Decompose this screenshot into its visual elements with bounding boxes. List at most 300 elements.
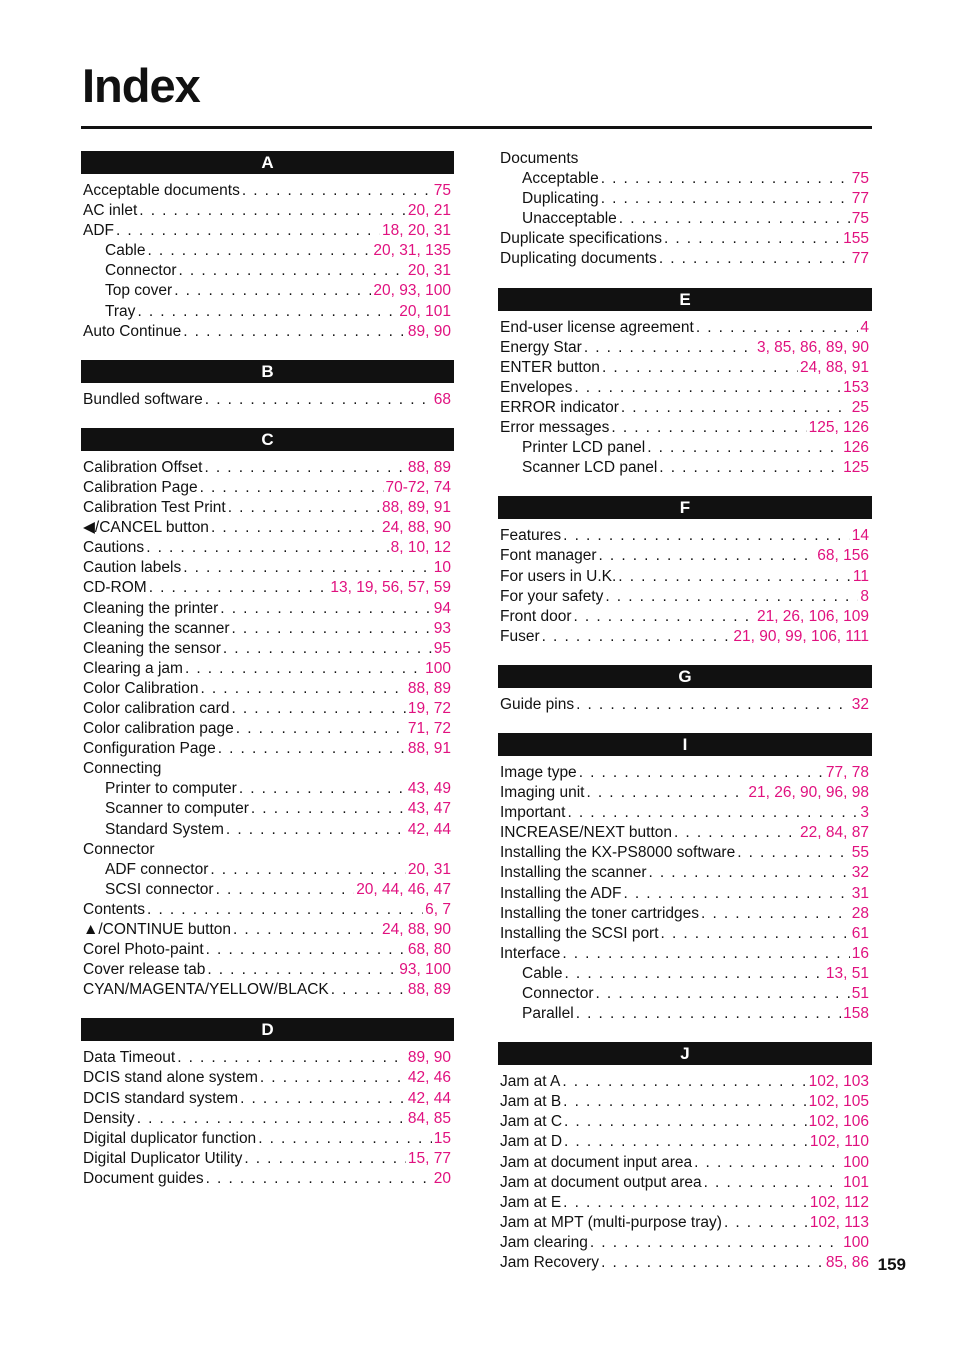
entry-page-links[interactable]: 68: [433, 390, 451, 408]
index-column-left: [81, 151, 454, 1207]
entry-page-links[interactable]: 100: [843, 1153, 869, 1171]
index-subentry: [81, 779, 454, 799]
entry-term: ADF: [83, 222, 114, 240]
index-entry: [498, 229, 872, 249]
section-letter-header: A: [81, 151, 454, 174]
index-entry: [81, 920, 454, 940]
entry-term: Jam Recovery: [500, 1254, 600, 1272]
entry-page-links[interactable]: 94: [433, 599, 451, 617]
dot-leader: [147, 900, 423, 920]
dot-leader: [647, 438, 841, 458]
entry-term: Cable: [105, 242, 146, 260]
dot-leader: [231, 699, 405, 719]
dot-leader: [200, 478, 384, 498]
dot-leader: [223, 639, 432, 659]
index-entry: [498, 418, 872, 438]
index-entry: [498, 904, 872, 924]
index-entry: [498, 695, 872, 715]
entry-page-links[interactable]: 15, 77: [407, 1149, 451, 1167]
entry-page-links[interactable]: 102, 105: [808, 1093, 869, 1111]
index-entry: [81, 578, 454, 598]
entry-term: For your safety: [500, 587, 604, 605]
entry-term: Guide pins: [500, 695, 575, 713]
entry-page-links[interactable]: 77, 78: [825, 763, 869, 781]
dot-leader: [701, 904, 850, 924]
index-subentry: [498, 964, 872, 984]
dot-leader: [648, 863, 849, 883]
title-rule: [81, 126, 872, 129]
entry-page-links[interactable]: 85, 86: [825, 1254, 869, 1272]
entry-term: Documents: [500, 150, 579, 167]
entry-term: Connector: [105, 262, 177, 280]
dot-leader: [244, 1149, 406, 1169]
entry-page-links[interactable]: 21, 90, 99, 106, 111: [733, 627, 869, 645]
dot-leader: [174, 281, 371, 301]
entry-page-links[interactable]: 70-72, 74: [385, 478, 451, 496]
section-letter-header: F: [498, 496, 872, 519]
entry-term: Digital duplicator function: [83, 1129, 257, 1147]
entry-term: ◀/CANCEL button: [83, 519, 209, 537]
entry-term: Jam at C: [500, 1113, 563, 1131]
entry-page-links[interactable]: 25: [851, 398, 869, 416]
dot-leader: [565, 964, 824, 984]
entry-term: SCSI connector: [105, 880, 214, 898]
index-entry: [81, 679, 454, 699]
dot-leader: [179, 261, 406, 281]
dot-leader: [251, 799, 406, 819]
entry-term: Cable: [522, 964, 563, 982]
index-subentry: [81, 261, 454, 281]
dot-leader: [576, 695, 850, 715]
index-entry: [81, 558, 454, 578]
dot-leader: [146, 538, 388, 558]
section-letter-header: D: [81, 1018, 454, 1041]
entry-page-links[interactable]: 125: [843, 459, 869, 477]
entry-page-links[interactable]: 75: [851, 210, 869, 228]
index-entry: [498, 1213, 872, 1233]
index-entry: [81, 458, 454, 478]
entry-page-links[interactable]: 20, 101: [399, 302, 451, 320]
entry-term: Interface: [500, 944, 561, 962]
entry-page-links[interactable]: 31: [851, 884, 869, 902]
dot-leader: [236, 719, 406, 739]
index-subentry: [498, 458, 872, 478]
dot-leader: [564, 1112, 807, 1132]
entry-page-links[interactable]: 95: [433, 639, 451, 657]
dot-leader: [605, 587, 858, 607]
index-entry: [498, 1092, 872, 1112]
page-number: 159: [877, 1255, 906, 1274]
entry-page-links[interactable]: 10: [433, 559, 451, 577]
entry-term: Digital Duplicator Utility: [83, 1149, 243, 1167]
index-entry: [81, 699, 454, 719]
index-entry: [81, 201, 454, 221]
entry-page-links[interactable]: 32: [851, 864, 869, 882]
dot-leader: [220, 599, 431, 619]
entry-page-links[interactable]: 125, 126: [808, 419, 869, 437]
dot-leader: [562, 944, 849, 964]
dot-leader: [239, 779, 406, 799]
dot-leader: [621, 398, 850, 418]
entry-page-links[interactable]: 28: [851, 904, 869, 922]
index-entry: [81, 739, 454, 759]
index-section-b: [81, 360, 454, 410]
index-subentry: [498, 984, 872, 1004]
entry-page-links[interactable]: 24, 88, 91: [800, 358, 869, 376]
entry-page-links[interactable]: 126: [843, 439, 869, 457]
entry-term: Energy Star: [500, 338, 582, 356]
entry-term: Jam at document output area: [500, 1173, 702, 1191]
entry-page-links[interactable]: 68, 156: [817, 547, 869, 565]
dot-leader: [258, 1129, 432, 1149]
entry-page-links[interactable]: 93: [433, 619, 451, 637]
section-letter-header: J: [498, 1042, 872, 1065]
entry-page-links[interactable]: 3: [860, 804, 869, 822]
dot-leader: [232, 619, 432, 639]
entry-term: ENTER button: [500, 358, 600, 376]
entry-term: Top cover: [105, 282, 173, 300]
entry-term: Jam at document input area: [500, 1153, 693, 1171]
entry-page-links[interactable]: 102, 110: [809, 1133, 869, 1151]
index-subentry: [498, 1004, 872, 1024]
dot-leader: [599, 546, 816, 566]
entry-page-links[interactable]: 100: [843, 1233, 869, 1251]
entry-term: Unacceptable: [522, 210, 617, 228]
entry-term: Duplicating documents: [500, 250, 657, 268]
entry-page-links[interactable]: 20, 31: [407, 860, 451, 878]
entry-term: Connector: [83, 840, 155, 858]
dot-leader: [240, 1089, 406, 1109]
entry-page-links[interactable]: 77: [851, 190, 869, 208]
index-section-d: [81, 1018, 454, 1189]
entry-page-links[interactable]: 93, 100: [399, 961, 451, 979]
dot-leader: [661, 924, 850, 944]
entry-page-links[interactable]: 42, 46: [407, 1069, 451, 1087]
index-entry: [81, 840, 454, 860]
entry-page-links[interactable]: 6, 7: [425, 900, 451, 918]
entry-term: Jam clearing: [500, 1233, 588, 1251]
entry-term: Jam at A: [500, 1073, 561, 1091]
index-entry: [498, 863, 872, 883]
entry-term: Tray: [105, 302, 136, 320]
index-subentry: [81, 281, 454, 301]
index-entry: [81, 1068, 454, 1088]
entry-page-links[interactable]: 102, 113: [809, 1213, 869, 1231]
entry-page-links[interactable]: 18, 20, 31: [382, 222, 451, 240]
entry-term: ADF connector: [105, 860, 209, 878]
entry-page-links[interactable]: 89, 90: [407, 1049, 451, 1067]
entry-term: Printer to computer: [105, 780, 237, 798]
dot-leader: [611, 418, 806, 438]
dot-leader: [623, 884, 849, 904]
dot-leader: [563, 1193, 808, 1213]
entry-term: Color Calibration: [83, 679, 199, 697]
index-entry: [498, 1153, 872, 1173]
index-subentry: [81, 241, 454, 261]
entry-page-links[interactable]: 20, 44, 46, 47: [356, 880, 451, 898]
entry-term: Duplicate specifications: [500, 230, 662, 248]
entry-term: Fuser: [500, 627, 540, 645]
entry-page-links[interactable]: 102, 106: [808, 1113, 869, 1131]
dot-leader: [576, 1004, 841, 1024]
index-subentry: [498, 169, 872, 189]
index-entry: [498, 358, 872, 378]
index-entry: [81, 322, 454, 342]
dot-leader: [564, 1132, 808, 1152]
index-entry: [81, 221, 454, 241]
dot-leader: [659, 249, 850, 269]
entry-term: Connecting: [83, 760, 162, 778]
entry-term: Calibration Page: [83, 478, 198, 496]
index-entry: [81, 659, 454, 679]
entry-page-links[interactable]: 155: [843, 230, 869, 248]
entry-term: CYAN/MAGENTA/YELLOW/BLACK: [83, 981, 329, 999]
entry-term: Scanner LCD panel: [522, 459, 658, 477]
dot-leader: [563, 1092, 806, 1112]
index-entry: [498, 1233, 872, 1253]
entry-page-links[interactable]: 88, 89: [407, 458, 451, 476]
index-entry: [498, 318, 872, 338]
dot-leader: [204, 458, 405, 478]
index-subentry: [498, 189, 872, 209]
entry-page-links[interactable]: 4: [860, 318, 869, 336]
entry-page-links[interactable]: 22, 84, 87: [800, 824, 869, 842]
index-entry: [498, 763, 872, 783]
dot-leader: [242, 181, 432, 201]
entry-page-links[interactable]: 19, 72: [407, 699, 451, 717]
dot-leader: [200, 679, 405, 699]
entry-term: Auto Continue: [83, 322, 182, 340]
entry-page-links[interactable]: 102, 103: [808, 1073, 869, 1091]
entry-page-links[interactable]: 16: [851, 944, 869, 962]
entry-term: ERROR indicator: [500, 398, 619, 416]
dot-leader: [590, 1233, 841, 1253]
entry-page-links[interactable]: 61: [851, 924, 869, 942]
entry-page-links[interactable]: 13, 19, 56, 57, 59: [330, 579, 451, 597]
index-entry: [81, 538, 454, 558]
entry-term: Density: [83, 1109, 135, 1127]
entry-term: Installing the ADF: [500, 884, 622, 902]
index-entry: [81, 1169, 454, 1189]
section-letter-header: I: [498, 733, 872, 756]
index-entry: [498, 783, 872, 803]
index-section-a: [81, 151, 454, 342]
entry-term: Contents: [83, 900, 146, 918]
dot-leader: [226, 820, 406, 840]
index-entry: [498, 546, 872, 566]
entry-page-links[interactable]: 153: [843, 378, 869, 396]
entry-term: Clearing a jam: [83, 659, 183, 677]
page-title: Index: [82, 59, 200, 112]
entry-term: DCIS standard system: [83, 1089, 239, 1107]
entry-page-links[interactable]: 84, 85: [407, 1109, 451, 1127]
dot-leader: [116, 221, 380, 241]
entry-term: Connector: [522, 985, 594, 1002]
index-entry: [498, 249, 872, 269]
index-entry: [498, 526, 872, 546]
entry-page-links[interactable]: 102, 112: [809, 1193, 869, 1211]
index-entry: [81, 980, 454, 1000]
entry-term: Installing the scanner: [500, 864, 647, 882]
index-entry: [498, 843, 872, 863]
index-entry: [498, 587, 872, 607]
dot-leader: [331, 980, 406, 1000]
index-entry: [81, 1149, 454, 1169]
index-entry: [81, 478, 454, 498]
dot-leader: [137, 302, 397, 322]
entry-page-links[interactable]: 55: [851, 844, 869, 862]
entry-page-links[interactable]: 158: [843, 1005, 869, 1023]
entry-page-links[interactable]: 3, 85, 86, 89, 90: [756, 338, 869, 356]
entry-page-links[interactable]: 8, 10, 12: [390, 539, 451, 557]
dot-leader: [601, 1253, 824, 1273]
entry-term: Parallel: [522, 1005, 574, 1023]
entry-term: Envelopes: [500, 378, 573, 396]
index-entry: [81, 1089, 454, 1109]
entry-page-links[interactable]: 75: [851, 170, 869, 188]
entry-page-links[interactable]: 20: [433, 1169, 451, 1187]
entry-page-links[interactable]: 11: [852, 567, 869, 585]
dot-leader: [574, 378, 841, 398]
index-entry: [498, 1193, 872, 1213]
dot-leader: [596, 984, 850, 1004]
index-section-e: [498, 288, 872, 479]
entry-page-links[interactable]: 51: [851, 985, 869, 1002]
entry-term: Cleaning the sensor: [83, 639, 221, 657]
dot-leader: [206, 940, 406, 960]
dot-leader: [696, 318, 859, 338]
dot-leader: [183, 322, 406, 342]
entry-page-links[interactable]: 88, 89, 91: [382, 499, 451, 517]
entry-page-links[interactable]: 20, 21: [407, 202, 451, 220]
dot-leader: [233, 920, 380, 940]
index-entry: [498, 1072, 872, 1092]
dot-leader: [211, 518, 380, 538]
dot-leader: [216, 880, 355, 900]
entry-page-links[interactable]: 88, 89: [407, 981, 451, 999]
dot-leader: [210, 860, 406, 880]
entry-page-links[interactable]: 68, 80: [407, 941, 451, 959]
entry-term: Image type: [500, 763, 577, 781]
section-letter-header: G: [498, 665, 872, 688]
dot-leader: [183, 558, 432, 578]
entry-page-links[interactable]: 101: [843, 1173, 869, 1191]
dot-leader: [586, 783, 746, 803]
entry-term: Important: [500, 804, 566, 822]
entry-page-links[interactable]: 15: [433, 1129, 451, 1147]
index-subentry: [81, 820, 454, 840]
entry-term: Jam at MPT (multi-purpose tray): [500, 1213, 722, 1231]
index-entry: [498, 823, 872, 843]
entry-term: Front door: [500, 607, 572, 625]
dot-leader: [562, 1072, 806, 1092]
index-entry: [498, 398, 872, 418]
dot-leader: [207, 960, 397, 980]
entry-page-links[interactable]: 43, 49: [407, 780, 451, 798]
entry-page-links[interactable]: 77: [851, 250, 869, 268]
index-entry: [81, 960, 454, 980]
entry-page-links[interactable]: 32: [851, 695, 869, 713]
entry-term: Acceptable documents: [83, 182, 240, 199]
entry-page-links[interactable]: 88, 91: [407, 740, 451, 758]
index-entry: [498, 149, 872, 169]
dot-leader: [218, 739, 406, 759]
index-entry: [81, 940, 454, 960]
entry-page-links[interactable]: 20, 93, 100: [373, 282, 451, 300]
index-subentry: [498, 438, 872, 458]
dot-leader: [574, 607, 755, 627]
index-entry: [498, 1132, 872, 1152]
dot-leader: [260, 1068, 406, 1088]
entry-term: Cautions: [83, 539, 145, 557]
dot-leader: [704, 1173, 842, 1193]
entry-term: Cover release tab: [83, 961, 206, 979]
index-subentry: [81, 302, 454, 322]
dot-leader: [148, 241, 372, 261]
index-section-c: [81, 428, 454, 1001]
dot-leader: [563, 526, 850, 546]
entry-page-links[interactable]: 14: [851, 527, 869, 545]
entry-page-links[interactable]: 88, 89: [407, 679, 451, 697]
dot-leader: [567, 803, 858, 823]
entry-page-links[interactable]: 24, 88, 90: [382, 519, 451, 537]
index-entry: [81, 599, 454, 619]
entry-page-links[interactable]: 42, 44: [407, 1089, 451, 1107]
dot-leader: [602, 358, 798, 378]
entry-page-links[interactable]: 89, 90: [407, 322, 451, 340]
entry-page-links[interactable]: 24, 88, 90: [382, 921, 451, 938]
entry-page-links[interactable]: 20, 31, 135: [373, 242, 451, 260]
index-column-right: [498, 149, 872, 1291]
dot-leader: [205, 390, 432, 410]
entry-page-links[interactable]: 100: [425, 659, 451, 677]
entry-term: Color calibration page: [83, 720, 234, 738]
entry-term: CD-ROM: [83, 579, 147, 597]
entry-page-links[interactable]: 43, 47: [407, 800, 451, 818]
entry-term: Font manager: [500, 547, 597, 565]
dot-leader: [149, 578, 329, 598]
entry-term: Corel Photo-paint: [83, 941, 204, 959]
index-section-continued: [498, 149, 872, 270]
entry-term: Jam at B: [500, 1093, 562, 1111]
entry-page-links[interactable]: 21, 26, 90, 96, 98: [748, 784, 869, 802]
dot-leader: [228, 498, 380, 518]
entry-term: Acceptable: [522, 170, 599, 188]
index-entry: [81, 498, 454, 518]
entry-term: Printer LCD panel: [522, 439, 646, 457]
entry-page-links[interactable]: 20, 31: [407, 262, 451, 280]
entry-page-links[interactable]: 8: [860, 587, 869, 605]
entry-page-links[interactable]: 21, 26, 106, 109: [756, 607, 869, 625]
dot-leader: [185, 659, 423, 679]
entry-term: Jam at E: [500, 1193, 562, 1211]
dot-leader: [584, 338, 755, 358]
index-subentry: [81, 860, 454, 880]
entry-page-links[interactable]: 13, 51: [825, 964, 869, 982]
dot-leader: [601, 189, 850, 209]
index-entry: [81, 390, 454, 410]
index-entry: [81, 1048, 454, 1068]
entry-term: DCIS stand alone system: [83, 1069, 258, 1087]
section-letter-header: B: [81, 360, 454, 383]
section-letter-header: E: [498, 288, 872, 311]
index-entry: [81, 759, 454, 779]
entry-page-links[interactable]: 71, 72: [407, 720, 451, 738]
dot-leader: [139, 201, 406, 221]
entry-page-links[interactable]: 42, 44: [407, 820, 451, 838]
entry-term: Jam at D: [500, 1133, 563, 1151]
entry-page-links[interactable]: 75: [433, 182, 451, 199]
